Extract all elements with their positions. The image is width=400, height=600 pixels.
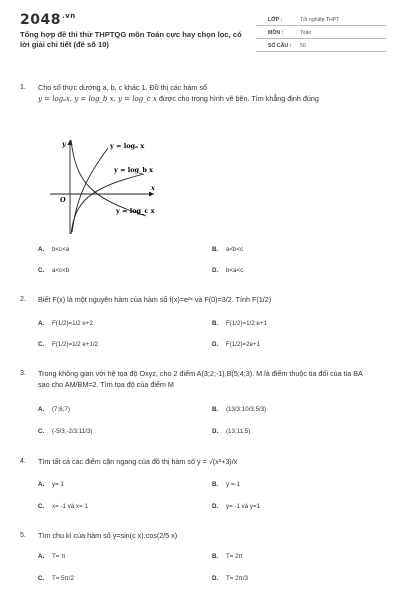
meta-value: Toán: [300, 30, 312, 36]
option-5a[interactable]: [38, 553, 65, 560]
option-text: y= -1 và y=1: [226, 503, 261, 510]
question-text: Biết F(x) là một nguyên hàm của hàm số f(x)=e²ˣ và F(0)=3/2. Tính F(1/2): [38, 295, 272, 304]
option-letter: B.: [212, 246, 219, 253]
option-3d[interactable]: [212, 428, 250, 435]
option-3c[interactable]: [38, 428, 92, 435]
option-2c[interactable]: [38, 341, 98, 348]
question-number: 3.: [20, 370, 26, 377]
option-letter: C.: [38, 341, 45, 348]
option-5b[interactable]: [212, 553, 243, 560]
option-letter: D.: [212, 428, 219, 435]
log-functions-graph: [48, 136, 158, 236]
option-letter: A.: [38, 481, 45, 488]
meta-key: MÔN :: [268, 30, 284, 36]
question-number: 2.: [20, 296, 26, 303]
option-letter: A.: [38, 553, 45, 560]
option-4b[interactable]: [212, 481, 240, 488]
question-text-rest: được cho trong hình vẽ bên. Tìm khẳng định đúng: [158, 94, 319, 103]
question-text: Tìm chu kì của hàm số y=sin(c x).cos(2/5 x): [38, 531, 178, 540]
question-text-line-2: [38, 93, 376, 105]
logo-text: 2048: [20, 12, 61, 28]
meta-row-class: [256, 14, 386, 26]
question-3: [20, 368, 380, 392]
option-text: F(1/2)=2e+1: [226, 341, 261, 348]
option-text: (13/3;10/3;5/3): [226, 406, 267, 413]
option-text: x= -1 và x= 1: [52, 503, 88, 510]
curve-log-c: [71, 140, 146, 216]
question-number: 4.: [20, 458, 26, 465]
option-text: F(1/2)=1/2 e+1: [226, 320, 267, 327]
question-5: [20, 530, 380, 542]
site-logo[interactable]: [20, 12, 76, 28]
question-number: 1.: [20, 84, 26, 91]
option-2a[interactable]: [38, 320, 93, 327]
question-math: y = logₐx, y = log_b x, y = log_c x: [38, 95, 157, 103]
option-letter: D.: [212, 267, 219, 274]
logo-suffix: .vn: [61, 12, 76, 21]
option-text: y =-1: [226, 481, 240, 488]
option-letter: C.: [38, 575, 45, 582]
option-1d[interactable]: [212, 267, 243, 274]
question-2: [20, 294, 380, 306]
option-2d[interactable]: [212, 341, 260, 348]
x-axis-arrow: [149, 192, 154, 197]
option-text: (13;11;5): [226, 428, 251, 435]
meta-key: LỚP :: [268, 17, 283, 23]
option-letter: B.: [212, 553, 219, 560]
option-letter: A.: [38, 406, 45, 413]
option-letter: C.: [38, 267, 45, 274]
document-title: Tổng hợp đề thi thử THPTQG môn Toán cực hay chọn lọc, có lời giải chi tiết (đề số 10): [20, 30, 242, 49]
option-2b[interactable]: [212, 320, 267, 327]
label-x-axis: x: [151, 184, 155, 192]
label-origin: O: [60, 196, 66, 204]
question-text: [38, 82, 376, 105]
option-letter: C.: [38, 428, 45, 435]
option-letter: D.: [212, 575, 219, 582]
option-letter: B.: [212, 406, 219, 413]
meta-row-count: [256, 40, 386, 52]
curve-log-a: [72, 148, 108, 232]
question-text: Trong không gian với hệ tọa độ Oxyz, cho 2 điểm A(3;2;-1),B(5;4;3). M là điểm thuộc tia đối của tia BA sao cho AM/BM=2. Tìm tọa độ của điểm M: [38, 369, 363, 389]
question-number: 5.: [20, 532, 26, 539]
option-letter: B.: [212, 320, 219, 327]
option-1c[interactable]: [38, 267, 69, 274]
meta-row-subject: [256, 27, 386, 39]
option-3a[interactable]: [38, 406, 70, 413]
option-4c[interactable]: [38, 503, 88, 510]
option-text: (-5/3;-2/3;11/3): [52, 428, 93, 435]
option-text: F(1/2)=1/2 e+1/2: [52, 341, 99, 348]
option-3b[interactable]: [212, 406, 266, 413]
document-header: [14, 10, 386, 58]
option-4a[interactable]: [38, 481, 64, 488]
meta-value: 50: [300, 43, 306, 49]
option-5d[interactable]: [212, 575, 248, 582]
option-text: b<c<a: [52, 246, 70, 253]
option-4d[interactable]: [212, 503, 260, 510]
option-text: F(1/2)=1/2 e+2: [52, 320, 93, 327]
option-text: T= 2π/3: [226, 575, 248, 582]
option-text: (7;6;7): [52, 406, 70, 413]
label-log-c: y = log_c x: [116, 207, 155, 215]
label-y-axis: y: [62, 140, 66, 148]
meta-key: SỐ CÂU :: [268, 43, 292, 49]
question-4: [20, 456, 380, 468]
option-text: T= π: [52, 553, 66, 560]
option-text: y= 1: [52, 481, 64, 488]
option-text: a<c<b: [52, 267, 70, 274]
option-1a[interactable]: [38, 246, 69, 253]
question-text-line-1: Cho số thực dương a, b, c khác 1. Đồ thị các hàm số: [38, 83, 207, 92]
option-5c[interactable]: [38, 575, 74, 582]
option-text: T= 5π/2: [52, 575, 74, 582]
option-letter: C.: [38, 503, 45, 510]
document-meta: [256, 14, 386, 53]
option-letter: A.: [38, 320, 45, 327]
question-text: Tìm tất cả các điểm cận ngang của đồ thị hàm số y = √(x²+3)/x: [38, 457, 238, 466]
question-1: [20, 82, 380, 112]
option-letter: A.: [38, 246, 45, 253]
curve-log-b: [71, 174, 144, 234]
option-text: b<a<c: [226, 267, 244, 274]
option-text: T= 2π: [226, 553, 243, 560]
meta-value: Tốt nghiệp THPT: [300, 17, 340, 23]
label-log-b: y = log_b x: [114, 166, 154, 174]
option-letter: D.: [212, 503, 219, 510]
option-letter: B.: [212, 481, 219, 488]
option-letter: D.: [212, 341, 219, 348]
label-log-a: y = logₐ x: [110, 142, 145, 150]
option-1b[interactable]: [212, 246, 243, 253]
option-text: a<b<c: [226, 246, 244, 253]
